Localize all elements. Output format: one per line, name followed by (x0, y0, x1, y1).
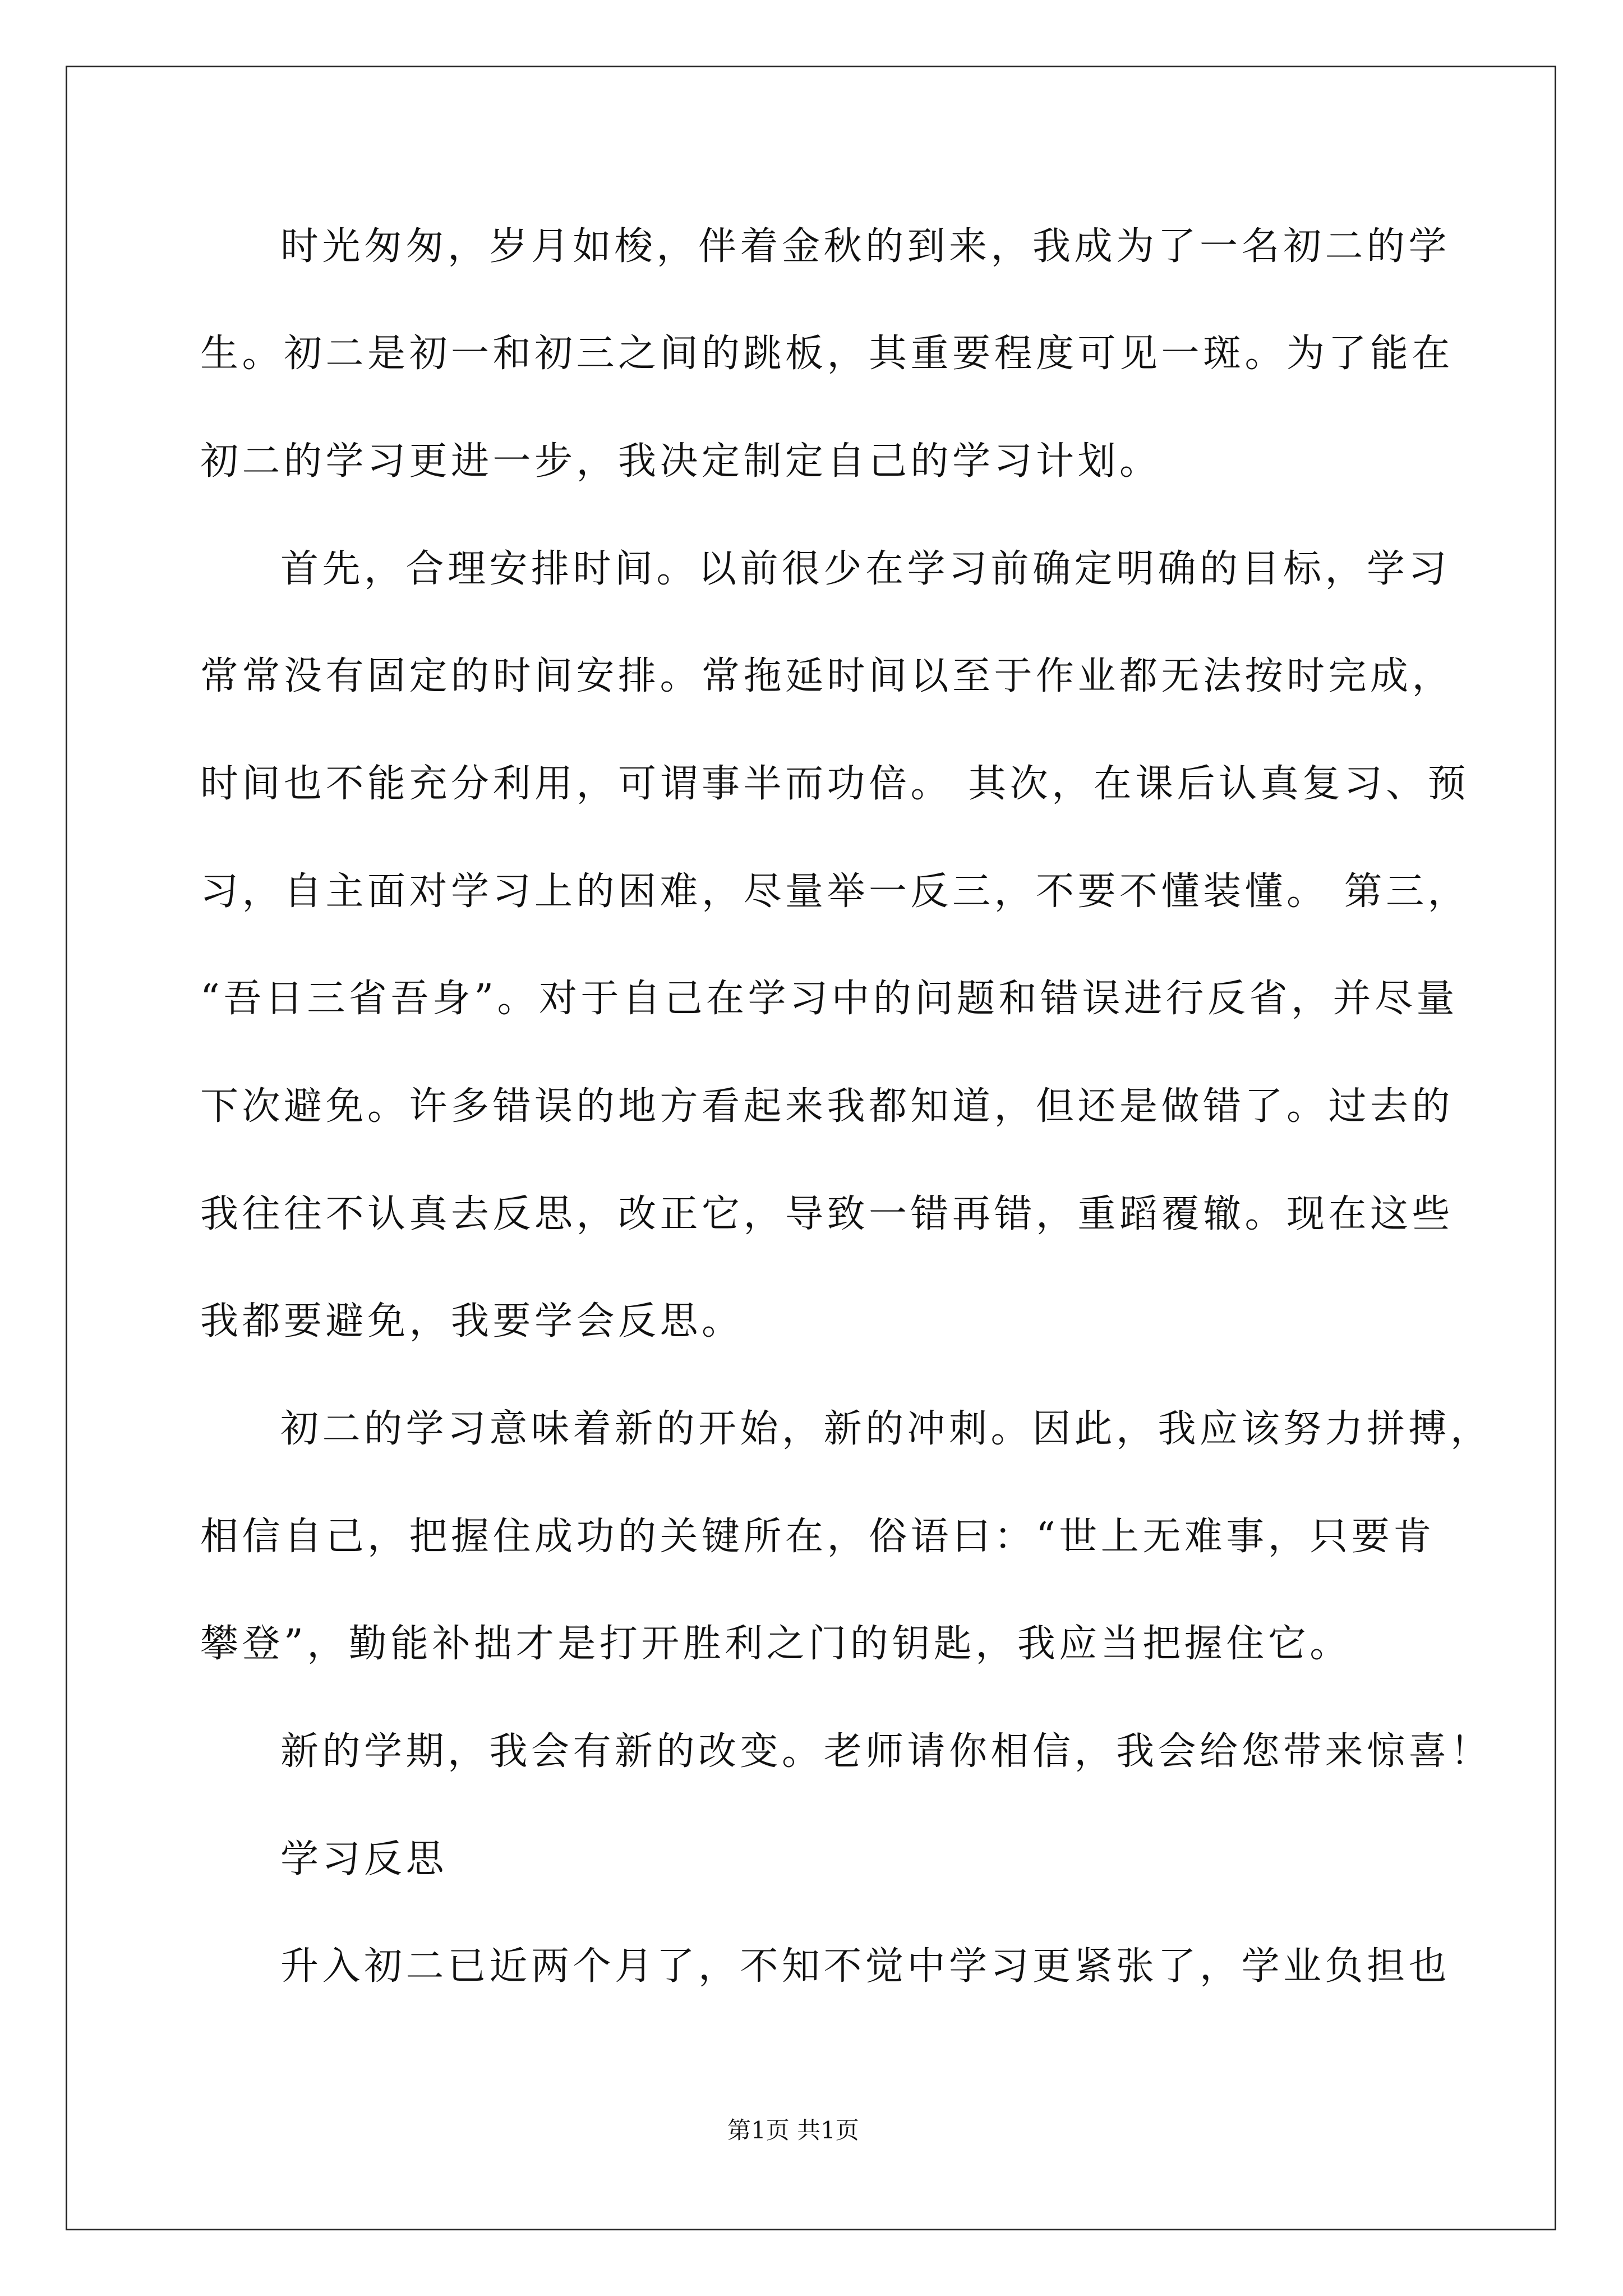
section-heading: 学习反思 (280, 1837, 448, 1881)
text-line: 习，自主面对学习上的困难，尽量举一反三，不要不懂装懂。 第三， (200, 869, 1470, 914)
text-line: 首先，合理安排时间。以前很少在学习前确定明确的目标，学习 (280, 547, 1451, 591)
text-line: 下次避免。许多错误的地方看起来我都知道，但还是做错了。过去的 (200, 1084, 1454, 1129)
text-line: 相信自己，把握住成功的关键所在，俗语曰：“世上无难事，只要肯 (200, 1515, 1435, 1559)
text-line: “吾日三省吾身”。对于自己在学习中的问题和错误进行反省，并尽量 (200, 977, 1459, 1021)
page-number-footer: 第1页 共1页 (727, 2116, 859, 2144)
text-line: 初二的学习意味着新的开始，新的冲刺。因此，我应该努力拼搏， (280, 1407, 1492, 1451)
text-line: 新的学期，我会有新的改变。老师请你相信，我会给您带来惊喜！ (280, 1729, 1492, 1774)
text-line: 我都要避免，我要学会反思。 (200, 1299, 744, 1343)
text-line: 生。初二是初一和初三之间的跳板，其重要程度可见一斑。为了能在 (200, 332, 1454, 376)
text-line: 攀登”，勤能补拙才是打开胜利之门的钥匙，我应当把握住它。 (200, 1622, 1352, 1666)
text-line: 时光匆匆，岁月如梭，伴着金秋的到来，我成为了一名初二的学 (280, 224, 1451, 269)
text-line: 时间也不能充分利用，可谓事半而功倍。 其次，在课后认真复习、预 (200, 762, 1470, 806)
text-line: 初二的学习更进一步，我决定制定自己的学习计划。 (200, 439, 1161, 484)
text-line: 升入初二已近两个月了，不知不觉中学习更紧张了，学业负担也 (280, 1944, 1451, 1989)
page-border (66, 66, 1556, 2230)
text-line: 我往往不认真去反思，改正它，导致一错再错，重蹈覆辙。现在这些 (200, 1192, 1454, 1236)
text-line: 常常没有固定的时间安排。常拖延时间以至于作业都无法按时完成， (200, 654, 1454, 698)
